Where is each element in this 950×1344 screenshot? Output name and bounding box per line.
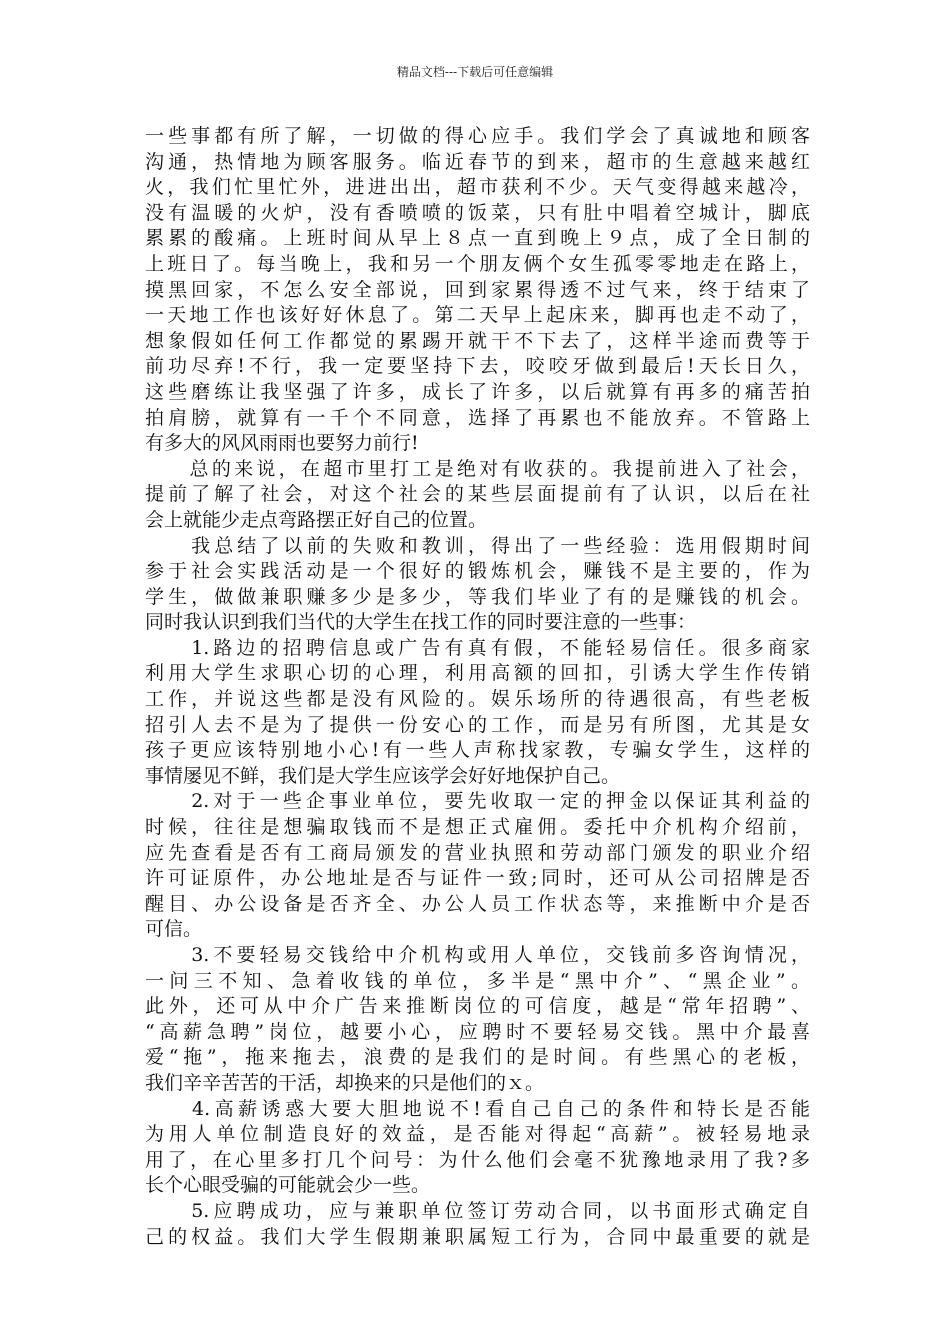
text-line: 火，我们忙里忙外，进进出出，超市获利不少。天气变得越来越冷， xyxy=(145,176,810,199)
text-line: 一天地工作也该好好休息了。第二天早上起床来，脚再也走不动了， xyxy=(145,304,810,327)
paragraph xyxy=(145,943,810,1097)
paragraph xyxy=(145,124,810,457)
text-line: 学生，做做兼职赚多少是多少，等我们毕业了有的是赚钱的机会。 xyxy=(145,585,810,608)
text-line: 我们辛辛苦苦的干活，却换来的只是他们的ｘ。 xyxy=(145,1071,545,1094)
text-line: 爱“拖”，拖来拖去，浪费的是我们的是时间。有些黑心的老板， xyxy=(145,1046,810,1069)
text-line: 拍肩膀，就算有一千个不同意，选择了再累也不能放弃。不管路上 xyxy=(145,406,810,429)
text-line: 醒目、办公设备是否齐全、办公人员工作状态等，来推断中介是否 xyxy=(145,892,810,915)
text-line: 招引人去不是为了提供一份安心的工作，而是另有所图，尤其是女 xyxy=(145,713,810,736)
text-line: 为用人单位制造良好的效益，是否能对得起“高薪”。被轻易地录 xyxy=(145,1123,810,1146)
paragraph xyxy=(145,457,810,534)
text-line: 长个心眼受骗的可能就会少一些。 xyxy=(145,1174,431,1197)
text-line: 同时我认识到我们当代的大学生在找工作的同时要注意的一些事： xyxy=(145,611,697,634)
text-line: 沟通，热情地为顾客服务。临近春节的到来，超市的生意越来越红 xyxy=(145,150,810,173)
text-line: 累累的酸痛。上班时间从早上８点一直到晚上９点，成了全日制的 xyxy=(145,227,810,250)
text-line: 时候，往往是想骗取钱而不是想正式雇佣。委托中介机构介绍前， xyxy=(145,816,810,839)
text-line: 1.路边的招聘信息或广告有真有假，不能轻易信任。很多商家 xyxy=(145,636,810,659)
paragraph xyxy=(145,1199,810,1250)
paragraph xyxy=(145,1097,810,1199)
text-line: 有多大的风风雨雨也要努力前行! xyxy=(145,432,419,455)
text-line: 想象假如任何工作都觉的累踢开就干不下去了，这样半途而费等于 xyxy=(145,329,810,352)
text-line: 工作，并说这些都是没有风险的。娱乐场所的待遇很高，有些老板 xyxy=(145,688,810,711)
text-line: 己的权益。我们大学生假期兼职属短工行为，合同中最重要的就是 xyxy=(145,1225,810,1248)
text-line: 许可证原件，办公地址是否与证件一致;同时，还可从公司招牌是否 xyxy=(145,867,810,890)
text-line: 参于社会实践活动是一个很好的锻炼机会，赚钱不是主要的，作为 xyxy=(145,560,810,583)
text-line: 4.高薪诱惑大要大胆地说不!看自己自己的条件和特长是否能 xyxy=(145,1097,810,1120)
text-line: 应先查看是否有工商局颁发的营业执照和劳动部门颁发的职业介绍 xyxy=(145,841,810,864)
text-line: 利用大学生求职心切的心理，利用高额的回扣，引诱大学生作传销 xyxy=(145,662,810,685)
text-line: “高薪急聘”岗位，越要小心，应聘时不要轻易交钱。黑中介最喜 xyxy=(145,1020,810,1043)
paragraph xyxy=(145,789,810,943)
text-line: 5.应聘成功，应与兼职单位签订劳动合同，以书面形式确定自 xyxy=(145,1199,810,1222)
document-body xyxy=(145,124,810,1250)
text-line: 会上就能少走点弯路摆正好自己的位置。 xyxy=(145,508,488,531)
text-line: 上班日了。每当晚上，我和另一个朋友俩个女生孤零零地走在路上， xyxy=(145,252,810,275)
text-line: 没有温暖的火炉，没有香喷喷的饭菜，只有肚中唱着空城计，脚底 xyxy=(145,201,810,224)
text-line: 孩子更应该特别地小心!有一些人声称找家教，专骗女学生，这样的 xyxy=(145,739,810,762)
paragraph xyxy=(145,636,810,790)
page-header: 精品文档---下载后可任意编辑 xyxy=(396,65,554,79)
text-line: 用了，在心里多打几个问号：为什么他们会毫不犹豫地录用了我?多 xyxy=(145,1148,810,1171)
text-line: 前功尽弃!不行，我一定要坚持下去，咬咬牙做到最后!天长日久， xyxy=(145,355,810,378)
text-line: 摸黑回家，不怎么安全部说，回到家累得透不过气来，终于结束了 xyxy=(145,278,810,301)
text-line: 总的来说，在超市里打工是绝对有收获的。我提前进入了社会， xyxy=(145,457,810,480)
text-line: 一问三不知、急着收钱的单位，多半是“黑中介”、“黑企业”。 xyxy=(145,969,810,992)
text-line: 事情屡见不鲜，我们是大学生应该学会好好地保护自己。 xyxy=(145,764,621,787)
text-line: 这些磨练让我坚强了许多，成长了许多，以后就算有再多的痛苦拍 xyxy=(145,380,810,403)
text-line: 此外，还可从中介广告来推断岗位的可信度，越是“常年招聘”、 xyxy=(145,995,810,1018)
text-line: 我总结了以前的失败和教训，得出了一些经验：选用假期时间 xyxy=(145,534,810,557)
text-line: 2.对于一些企事业单位，要先收取一定的押金以保证其利益的 xyxy=(145,790,810,813)
paragraph xyxy=(145,534,810,636)
text-line: 3.不要轻易交钱给中介机构或用人单位，交钱前多咨询情况， xyxy=(145,944,810,966)
text-line: 提前了解了社会，对这个社会的某些层面提前有了认识，以后在社 xyxy=(145,483,810,506)
text-line: 一些事都有所了解，一切做的得心应手。我们学会了真诚地和顾客 xyxy=(145,125,810,147)
text-line: 可信。 xyxy=(145,918,203,941)
